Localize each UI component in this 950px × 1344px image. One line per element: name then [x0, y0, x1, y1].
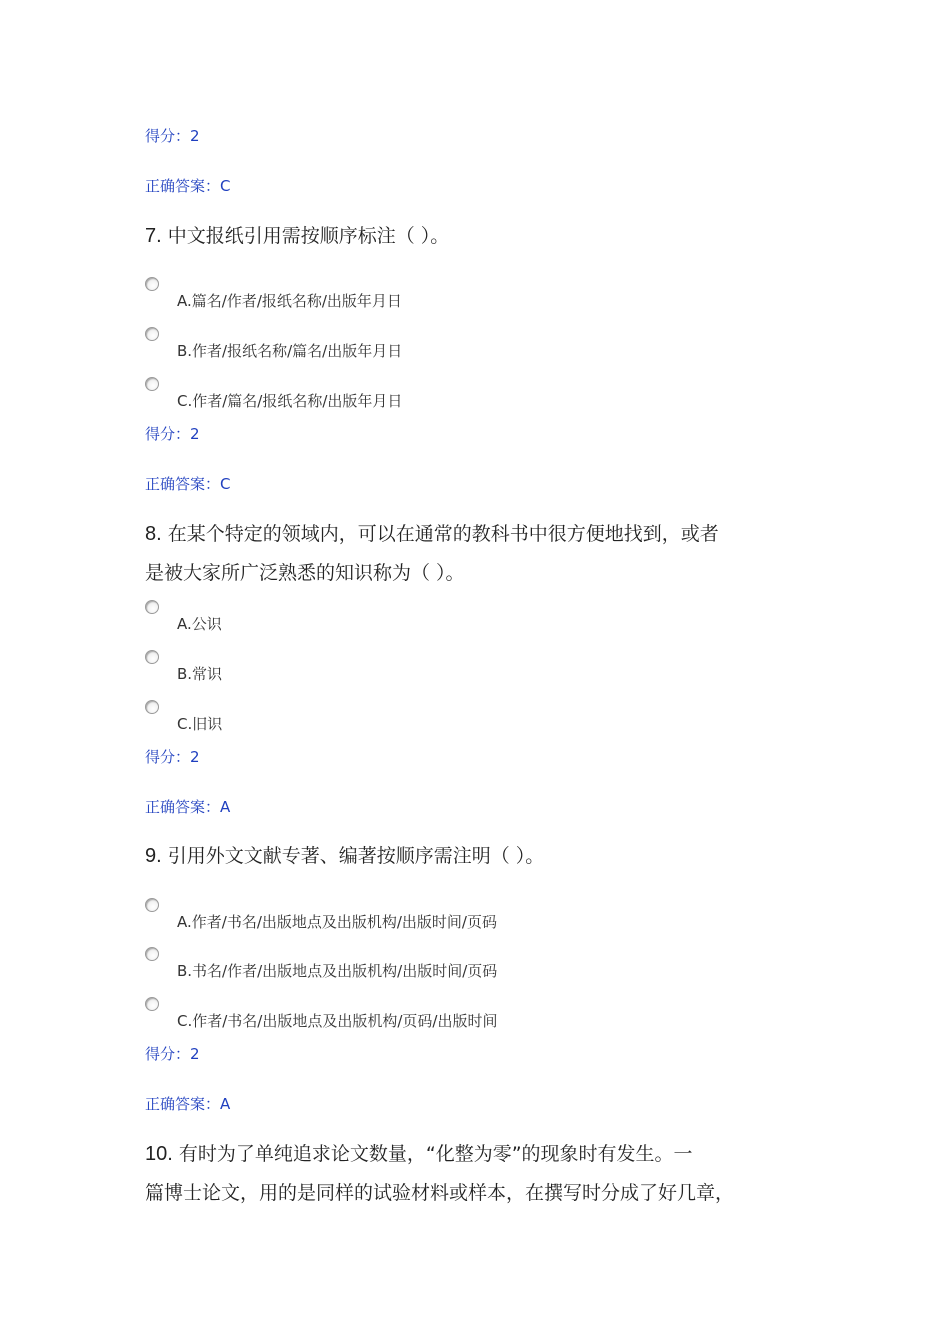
correct-answer-q6: 正确答案：C: [145, 177, 231, 195]
radio-q7-b[interactable]: [145, 327, 159, 341]
radio-q9-c[interactable]: [145, 997, 159, 1011]
option-q9-b: B.书名/作者/出版地点及出版机构/出版时间/页码: [177, 962, 498, 980]
question-8: [145, 515, 815, 593]
correct-answer-q7: 正确答案：C: [145, 475, 231, 493]
score-q7: 得分：2: [145, 425, 200, 443]
radio-q8-b[interactable]: [145, 650, 159, 664]
option-q7-b: B.作者/报纸名称/篇名/出版年月日: [177, 342, 403, 360]
question-10: [145, 1135, 815, 1213]
question-7: [145, 217, 815, 256]
question-number: 8.: [145, 523, 162, 545]
score-q8: 得分：2: [145, 748, 200, 766]
question-text-line2: 是被大家所广泛熟悉的知识称为（ ）。: [145, 562, 465, 584]
question-number: 10.: [145, 1143, 173, 1165]
question-text: 引用外文文献专著、编著按顺序需注明（ ）。: [167, 845, 545, 867]
question-text: 中文报纸引用需按顺序标注（ ）。: [167, 225, 450, 247]
radio-q8-c[interactable]: [145, 700, 159, 714]
radio-q9-a[interactable]: [145, 898, 159, 912]
radio-q8-a[interactable]: [145, 600, 159, 614]
score-q6: 得分：2: [145, 127, 200, 145]
question-text-line1: 在某个特定的领域内，可以在通常的教科书中很方便地找到，或者: [167, 523, 719, 545]
question-number: 9.: [145, 845, 162, 867]
option-q7-a: A.篇名/作者/报纸名称/出版年月日: [177, 292, 402, 310]
radio-q7-c[interactable]: [145, 377, 159, 391]
correct-answer-q8: 正确答案：A: [145, 798, 231, 816]
option-q7-c: C.作者/篇名/报纸名称/出版年月日: [177, 392, 403, 410]
option-q8-b: B.常识: [177, 665, 223, 683]
radio-q9-b[interactable]: [145, 947, 159, 961]
option-q9-c: C.作者/书名/出版地点及出版机构/页码/出版时间: [177, 1012, 498, 1030]
question-9: [145, 837, 815, 876]
option-q9-a: A.作者/书名/出版地点及出版机构/出版时间/页码: [177, 913, 497, 931]
radio-q7-a[interactable]: [145, 277, 159, 291]
correct-answer-q9: 正确答案：A: [145, 1095, 231, 1113]
score-q9: 得分：2: [145, 1045, 200, 1063]
question-number: 7.: [145, 225, 162, 247]
option-q8-c: C.旧识: [177, 715, 223, 733]
option-q8-a: A.公识: [177, 615, 222, 633]
question-text-line1: 有时为了单纯追求论文数量，“化整为零”的现象时有发生。一: [178, 1143, 693, 1165]
question-text-line2: 篇博士论文，用的是同样的试验材料或样本，在撰写时分成了好几章，: [145, 1182, 735, 1204]
